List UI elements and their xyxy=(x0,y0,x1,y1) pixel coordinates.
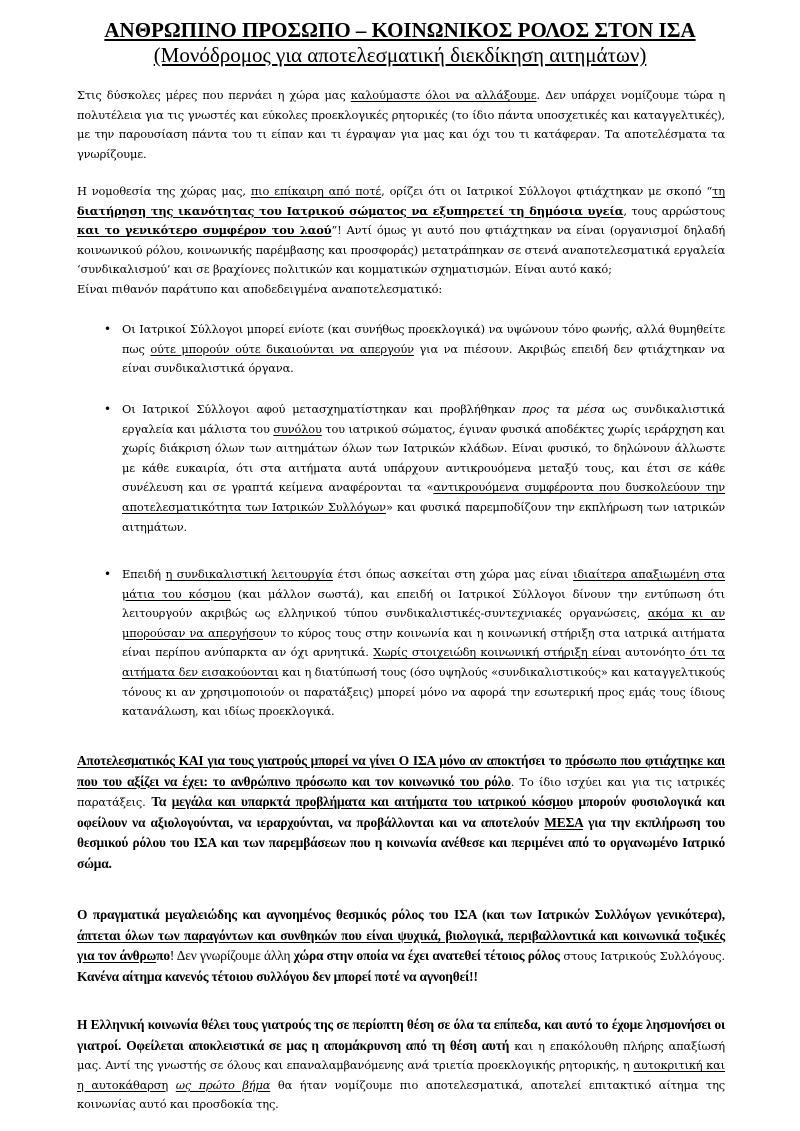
text-run: ιδιαίτερα απαξιωμένη στα μάτια του κόσμου xyxy=(122,567,726,601)
text-run: τη xyxy=(712,184,725,198)
text-run: Είναι πιθανόν παράτυπο και αποδεδειγμένα αναποτελεσματικό: xyxy=(77,282,443,296)
paragraph-greek-society xyxy=(77,1015,725,1115)
text-run: η συνδικαλιστική λειτουργία xyxy=(165,567,333,581)
text-run: ότι τα αιτήματα δεν εισακούονται xyxy=(122,645,725,679)
text-run: Τα xyxy=(151,794,172,810)
bullet-item-conflicting-demands xyxy=(122,400,725,537)
text-run: ήσει το xyxy=(520,753,566,768)
title-line-2: (Μονόδρομος για αποτελεσματική διεκδίκηση αιτημάτων) xyxy=(153,43,647,67)
text-run: Οι Ιατρικοί Σύλλογοι μπορεί ενίοτε (και συνήθως προεκλογικά) να υψώνουν τόνο φωνής, αλλά θυμηθείτε πως xyxy=(122,322,725,356)
text-run: υ μπορούν φυσιολογικά και οφείλουν να αξιολογούνται, να ιεραρχούνται, να προβάλλονται και να αποτελούν xyxy=(77,794,726,830)
text-run: αυτοκριτική και η αυτοκάθαρση xyxy=(77,1058,725,1092)
text-run: (και μάλλον σωστά), και επειδή οι Ιατρικοί Σύλλογοι δίνουν την εντύπωση ότι λειτουργούν ακριβώς ως ελληνικού τύπου συνδικαλιστικές-συντεχνιακές οργανώσεις, xyxy=(122,586,725,621)
paragraph-legislation xyxy=(77,182,725,280)
text-run: άπτεται όλων των παραγόντων και συνθηκών που είναι ψυχικά, βιολογικά, περιβαλλοντικά και κοινωνικά τοξικές για τον άνθρω xyxy=(77,927,725,964)
text-run: Επειδή xyxy=(122,567,166,581)
text-run: υν το κύρος τους στην κοινωνία και η κοινωνική στήριξη στα ιατρικά αιτήματα είναι περίπου ανύπαρκτα αν όχι αρνητικά. xyxy=(122,625,725,660)
paragraph-institutional-role xyxy=(77,905,725,987)
text-run: αυτονόητο xyxy=(620,645,686,660)
text-run: Οι Ιατρικοί Σύλλογοι αφού μετασχηματίστηκαν και προβλήθηκαν xyxy=(122,402,523,416)
text-run: Οφείλεται αποκλειστικά σε μας η απομάκρυνση από τη θέση αυτή xyxy=(126,1037,510,1053)
text-run: Χωρίς στοιχειώδη κοινωνική στήριξη είναι xyxy=(373,645,621,660)
text-run: ! Δεν γνωρίζουμε άλλη xyxy=(169,948,294,964)
text-run: και η επακόλουθη πλήρης απαξίωσή μας. Αντί της γνωστής σε όλους και επαναλαμβανόμενης ανά τριετία προεκλογικής ρητορικής, η xyxy=(77,1038,725,1073)
text-run: ούτε μπορούν ούτε δικαιούνται να απεργούν xyxy=(150,341,414,356)
text-run: Η νομοθεσία της χώρας μας, xyxy=(77,184,251,198)
text-run: Κανένα αίτημα κανενός τέτοιου συλλόγου δεν μπορεί ποτέ να αγνοηθεί!! xyxy=(77,968,478,984)
bullet-icon: • xyxy=(104,402,112,416)
text-run: για την εκπλήρωση του θεσμικού ρόλου του ΙΣΑ και των παρεμβάσεων που η κοινωνία ανέθεσε και περιμένει από το οργανωμένο Ιατρικό σώμα. xyxy=(77,814,725,871)
text-run: ”! Αντί όμως γι αυτό που φτιάχτηκαν να είναι (οργανισμοί δηλαδή κοινωνικού ρόλου, κοινωνικής παρέμβασης και προσφοράς) μετατράπηκαν σε στενά αναποτελεσματικά εργαλεία ‘συνδικαλισμού’ και σε βραχίονες πολιτικών και κομματικών σχηματισμών. Είναι αυτό κακό; xyxy=(77,223,725,277)
title-line-1: ΑΝΘΡΩΠΙΝΟ ΠΡΟΣΩΠΟ – ΚΟΙΝΩΝΙΚΟΣ ΡΟΛΟΣ ΣΤΟΝ ΙΣΑ xyxy=(104,18,696,42)
text-run: συνόλου xyxy=(273,421,322,436)
paragraph-effective-isa xyxy=(77,751,725,875)
text-run: αντικρουόμενα συμφέροντα που δυσκολεύουν την αποτελεσματικότητα των Ιατρικών Συλλόγων xyxy=(122,480,725,514)
text-run: πο xyxy=(156,948,170,964)
text-run: χώρα στην οποία να έχει ανατεθεί τέτοιος ρόλος xyxy=(293,948,560,964)
text-run: Η Ελληνική κοινωνία θέλει τους γιατρούς της σε περίοπτη θέση σε όλα τα επίπεδα, και αυτό το έχομε λησμονήσει οι γιατροί. xyxy=(77,1017,725,1053)
text-run: του ιατρικού σώματος, έγιναν φυσικά αποδέκτες χωρίς ιεράρχηση και χωρίς διάκριση όλων των αιτημάτων όλων των Ιατρικών κλάδων. Είναι φυσικό, το δηλώνουν άλλωστε με κάθε ευκαιρία, ότι στα αιτήματα αυτά υπάρχουν αντικρουόμενα μεταξύ τους, και έτσι σε κάθε συνέλευση και σε γραπτά κείμενα αναφέρονται τα « xyxy=(122,421,725,495)
text-run: πρόσωπο που φτιάχτηκε και που του αξίζει να έχει: το ανθρώπινο πρόσωπο και τον κοινωνικό του ρόλο xyxy=(77,753,725,789)
text-run: » και φυσικά παρεμποδίζουν την εκπλήρωση των ιατρικών αιτημάτων. xyxy=(122,499,725,534)
text-run: ακόμα κι αν μπορούσαν να απεργήσο xyxy=(122,606,725,640)
text-run: , ορίζει ότι οι Ιατρικοί Σύλλογοι φτιάχτηκαν με σκοπό “ xyxy=(381,184,713,198)
bullet-item-union-function xyxy=(122,565,725,722)
text-run: διατήρηση της ικανότητας του Ιατρικού σώματος να εξυπηρετεί τη δημόσια υγεία xyxy=(77,203,624,218)
paragraph-lead-in xyxy=(77,280,725,300)
text-run: ΜΕΣΑ xyxy=(544,814,583,830)
text-run: ως πρώτο βήμα xyxy=(175,1077,271,1092)
text-run: μεγάλα και υπαρκτά προβλήματα και αιτήματα του ιατρικού κόσμο xyxy=(171,794,567,810)
paragraph-intro xyxy=(77,86,725,164)
text-run: , τους αρρώστους xyxy=(623,203,725,218)
text-run: Αποτελεσματικός ΚΑΙ για τους γιατρούς μπορεί να γίνει Ο ΙΣΑ μόνο αν αποκτ xyxy=(77,753,521,768)
bullet-icon: • xyxy=(104,322,112,336)
text-run: καλούμαστε όλοι να αλλάξουμε xyxy=(350,88,537,102)
text-run: για να πιέσουν. Ακριβώς επειδή δεν φτιάχτηκαν να είναι συνδικαλιστικά όργανα. xyxy=(122,341,726,376)
text-run: πιο επίκαιρη από ποτέ xyxy=(250,184,382,198)
document-title xyxy=(60,18,740,68)
text-run: και η διατύπωσή τους (όσο υψηλούς «συνδικαλιστικούς» και καταγγελτικούς τόνους κι αν χρησιμοποιούν οι παρατάξεις) μπορεί μόνο να αφορά την εσωτερική προς εμάς τους ίδιους κατανάλωση, και ιδίως προεκλογικά. xyxy=(122,664,725,719)
text-run: θα ήταν νομίζουμε πιο αποτελεσματικά, αποτελεί επιτακτικό αίτημα της κοινωνίας αυτό και προσδοκία της. xyxy=(77,1077,725,1112)
text-run xyxy=(168,1078,176,1092)
bullet-icon: • xyxy=(104,567,112,581)
text-run: και το γενικότερο συμφέρον του λαού xyxy=(77,223,332,238)
bullet-item-strike xyxy=(122,320,725,379)
text-run: Ο πραγματικά μεγαλειώδης και αγνοημένος θεσμικός ρόλος του ΙΣΑ (και των Ιατρικών Συλλόγων γενικότερα), xyxy=(77,907,725,922)
text-run: προς τα μέσα xyxy=(522,402,605,416)
text-run: . Το ίδιο ισχύει και για τις ιατρικές παρατάξεις. xyxy=(77,774,725,810)
text-run: στους Ιατρικούς Συλλόγους. xyxy=(559,949,725,964)
text-run: Στις δύσκολες μέρες που περνάει η χώρα μας xyxy=(77,88,351,102)
text-run: ως συνδικαλιστικά εργαλεία και μάλιστα του xyxy=(122,402,725,436)
text-run: έτσι όπως ασκείται στη χώρα μας είναι xyxy=(332,567,573,581)
text-run: . Δεν υπάρχει νομίζουμε τώρα η πολυτέλεια για τις γνωστές και εύκολες προεκλογικές ρητορικές (το ίδιο πάντα υποσχετικές και καταγγελτικές), με την παρουσίαση πάντα του τι είπαν και τι έγραψαν για μας και όχι του τι κατάφεραν. Τα αποτελέσματα τα γνωρίζουμε. xyxy=(77,88,726,161)
